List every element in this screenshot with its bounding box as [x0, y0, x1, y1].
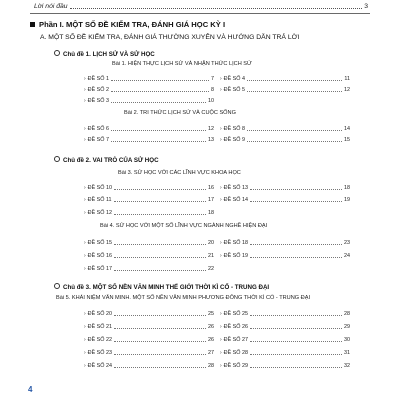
dot-leader	[70, 8, 363, 9]
chevron-right-icon: ›	[84, 137, 86, 143]
toc-entry[interactable]: › ĐỀ SỐ 1 7	[84, 76, 214, 82]
lesson-heading: Bài 4. SỬ HỌC VỚI MỘT SỐ LĨNH VỰC NGÀNH NGHỀ HIỆN ĐẠI	[100, 223, 268, 229]
toc-entry[interactable]: › ĐỀ SỐ 29 32	[220, 363, 350, 369]
chevron-right-icon: ›	[84, 266, 86, 272]
chevron-right-icon: ›	[220, 137, 222, 143]
toc-entry[interactable]: › ĐỀ SỐ 20 25	[84, 311, 214, 317]
chevron-right-icon: ›	[84, 324, 86, 330]
chevron-right-icon: ›	[220, 363, 222, 369]
toc-entry[interactable]: › ĐỀ SỐ 2 8	[84, 87, 214, 93]
topic-heading: Chủ đề 1. LỊCH SỬ VÀ SỬ HỌC	[54, 50, 155, 58]
chevron-right-icon: ›	[220, 76, 222, 82]
chevron-right-icon: ›	[220, 87, 222, 93]
toc-entry[interactable]: › ĐỀ SỐ 21 26	[84, 324, 214, 330]
toc-entry[interactable]: › ĐỀ SỐ 6 12	[84, 126, 214, 132]
chevron-right-icon: ›	[84, 185, 86, 191]
circle-bullet-icon	[54, 50, 60, 56]
chevron-right-icon: ›	[84, 76, 86, 82]
chevron-right-icon: ›	[84, 337, 86, 343]
preface-line[interactable]	[34, 3, 368, 10]
topic-heading: Chủ đề 2. VAI TRÒ CỦA SỬ HỌC	[54, 156, 159, 164]
chevron-right-icon: ›	[220, 197, 222, 203]
chevron-right-icon: ›	[84, 311, 86, 317]
chevron-right-icon: ›	[220, 311, 222, 317]
toc-entry[interactable]: › ĐỀ SỐ 15 20	[84, 240, 214, 246]
part-title: Phần I. MỘT SỐ ĐỀ KIỂM TRA, ĐÁNH GIÁ HỌC KỲ I	[39, 20, 226, 29]
divider	[30, 13, 370, 14]
preface-page: 3	[364, 3, 368, 10]
toc-entry[interactable]: › ĐỀ SỐ 7 13	[84, 137, 214, 143]
chevron-right-icon: ›	[84, 126, 86, 132]
toc-entry[interactable]: › ĐỀ SỐ 27 30	[220, 337, 350, 343]
toc-entry[interactable]: › ĐỀ SỐ 14 19	[220, 197, 350, 203]
toc-entry[interactable]: › ĐỀ SỐ 17 22	[84, 266, 214, 272]
chevron-right-icon: ›	[84, 197, 86, 203]
toc-entry[interactable]: › ĐỀ SỐ 16 21	[84, 253, 214, 259]
toc-entry[interactable]: › ĐỀ SỐ 28 31	[220, 350, 350, 356]
section-heading: A. MỘT SỐ ĐỀ KIỂM TRA, ĐÁNH GIÁ THƯỜNG XUYÊN VÀ HƯỚNG DẪN TRẢ LỜI	[40, 34, 300, 41]
chevron-right-icon: ›	[220, 240, 222, 246]
chevron-right-icon: ›	[220, 324, 222, 330]
chevron-right-icon: ›	[84, 98, 86, 104]
chevron-right-icon: ›	[84, 363, 86, 369]
toc-entry[interactable]: › ĐỀ SỐ 25 28	[220, 311, 350, 317]
toc-entry[interactable]: › ĐỀ SỐ 26 29	[220, 324, 350, 330]
chevron-right-icon: ›	[84, 240, 86, 246]
chevron-right-icon: ›	[84, 350, 86, 356]
chevron-right-icon: ›	[84, 253, 86, 259]
toc-entry[interactable]: › ĐỀ SỐ 19 24	[220, 253, 350, 259]
chevron-right-icon: ›	[84, 210, 86, 216]
toc-entry[interactable]: › ĐỀ SỐ 22 26	[84, 337, 214, 343]
toc-entry[interactable]: › ĐỀ SỐ 10 16	[84, 185, 214, 191]
toc-entry[interactable]: › ĐỀ SỐ 18 23	[220, 240, 350, 246]
part-heading	[30, 21, 225, 29]
chevron-right-icon: ›	[220, 350, 222, 356]
chevron-right-icon: ›	[220, 185, 222, 191]
toc-entry[interactable]: › ĐỀ SỐ 23 27	[84, 350, 214, 356]
toc-entry[interactable]: › ĐỀ SỐ 11 17	[84, 197, 214, 203]
page-number: 4	[28, 385, 33, 394]
toc-entry[interactable]: › ĐỀ SỐ 3 10	[84, 98, 214, 104]
toc-entry[interactable]: › ĐỀ SỐ 13 18	[220, 185, 350, 191]
circle-bullet-icon	[54, 283, 60, 289]
chevron-right-icon: ›	[220, 337, 222, 343]
toc-entry[interactable]: › ĐỀ SỐ 9 15	[220, 137, 350, 143]
lesson-heading: Bài 1. HIỆN THỰC LỊCH SỬ VÀ NHẬN THỨC LỊCH SỬ	[112, 61, 252, 67]
preface-label: Lời nói đầu	[34, 3, 68, 10]
lesson-heading: Bài 2. TRI THỨC LỊCH SỬ VÀ CUỘC SỐNG	[124, 110, 236, 116]
lesson-heading: Bài 3. SỬ HỌC VỚI CÁC LĨNH VỰC KHOA HỌC	[118, 170, 241, 176]
topic-heading: Chủ đề 3. MỘT SỐ NỀN VĂN MINH THẾ GIỚI THỜI KÌ CỔ - TRUNG ĐẠI	[54, 283, 269, 291]
toc-entry[interactable]: › ĐỀ SỐ 5 12	[220, 87, 350, 93]
chevron-right-icon: ›	[220, 126, 222, 132]
chevron-right-icon: ›	[84, 87, 86, 93]
square-bullet-icon	[30, 22, 35, 27]
lesson-heading: Bài 5. KHÁI NIỆM VĂN MINH. MỘT SỐ NỀN VĂN MINH PHƯƠNG ĐÔNG THỜI KÌ CỔ - TRUNG ĐẠI	[56, 295, 310, 301]
chevron-right-icon: ›	[220, 253, 222, 259]
toc-entry[interactable]: › ĐỀ SỐ 4 11	[220, 76, 350, 82]
circle-bullet-icon	[54, 156, 60, 162]
toc-entry[interactable]: › ĐỀ SỐ 8 14	[220, 126, 350, 132]
toc-entry[interactable]: › ĐỀ SỐ 12 18	[84, 210, 214, 216]
toc-entry[interactable]: › ĐỀ SỐ 24 28	[84, 363, 214, 369]
